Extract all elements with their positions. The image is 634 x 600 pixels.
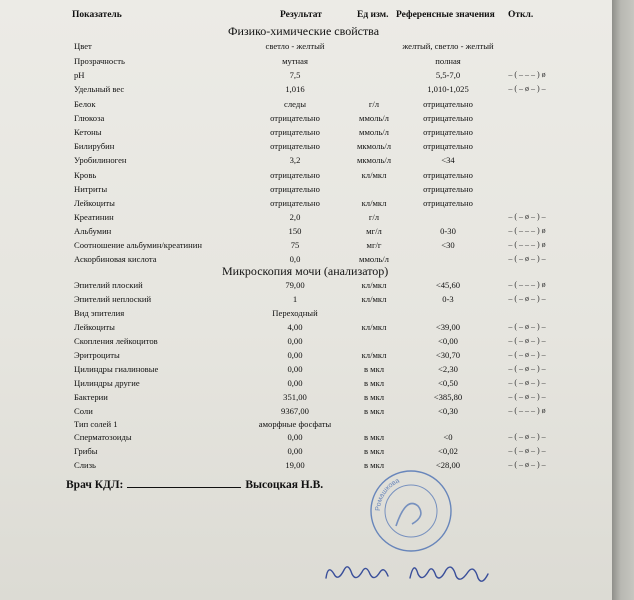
- table-row: [0, 392, 612, 405]
- row-deviation: – ( – – – ) ø: [508, 406, 546, 415]
- table-row: [0, 41, 612, 54]
- row-unit: кл/мкл: [361, 280, 387, 290]
- row-unit: мг/г: [366, 240, 382, 250]
- row-name: Белок: [74, 99, 96, 109]
- row-ref: желтый, светло - желтый: [402, 41, 494, 51]
- row-result: отрицательно: [270, 184, 320, 194]
- table-row: [0, 113, 612, 126]
- row-result: Переходный: [272, 308, 318, 318]
- row-ref: <45,60: [435, 280, 461, 290]
- row-result: 0,00: [287, 446, 303, 456]
- row-unit: кл/мкл: [361, 350, 387, 360]
- row-result: 150: [288, 226, 302, 236]
- row-name: Альбумин: [74, 226, 112, 236]
- row-deviation: – ( – ø – ) –: [508, 84, 546, 93]
- row-unit: ммоль/л: [359, 113, 389, 123]
- section-micro-title: Микроскопия мочи (анализатор): [222, 264, 389, 278]
- row-ref: <34: [441, 155, 455, 165]
- row-unit: мкмоль/л: [356, 155, 392, 165]
- table-row: [0, 460, 612, 473]
- row-unit: в мкл: [363, 432, 385, 442]
- row-name: Бактерии: [74, 392, 108, 402]
- row-deviation: – ( – ø – ) –: [508, 364, 546, 373]
- row-result: 9367,00: [281, 406, 309, 416]
- row-deviation: – ( – – – ) ø: [508, 240, 546, 249]
- row-name: Аскорбиновая кислота: [74, 254, 157, 264]
- row-result: 7,5: [289, 70, 301, 80]
- row-unit: кл/мкл: [361, 294, 387, 304]
- row-unit: кл/мкл: [361, 170, 387, 180]
- table-row: [0, 294, 612, 307]
- row-ref: <0,00: [438, 336, 458, 346]
- row-result: 0,00: [287, 432, 303, 442]
- row-result: аморфные фосфаты: [258, 419, 332, 429]
- row-deviation: – ( – ø – ) –: [508, 460, 546, 469]
- table-row: [0, 127, 612, 140]
- row-ref: <30: [441, 240, 455, 250]
- row-result: 3,2: [289, 155, 301, 165]
- row-ref: отрицательно: [423, 141, 473, 151]
- table-row: [0, 70, 612, 83]
- table-row: [0, 155, 612, 168]
- row-name: Билирубин: [74, 141, 115, 151]
- row-ref: 1,010-1,025: [427, 84, 469, 94]
- section-physchem-title: Физико-химические свойства: [228, 24, 380, 38]
- row-result: 19,00: [285, 460, 305, 470]
- row-unit: в мкл: [363, 446, 385, 456]
- row-name: Лейкоциты: [74, 322, 115, 332]
- row-result: 0,00: [287, 378, 303, 388]
- row-deviation: – ( – ø – ) –: [508, 350, 546, 359]
- table-row: [0, 364, 612, 377]
- doctor-signature-line: [66, 478, 323, 491]
- row-name: Эритроциты: [74, 350, 120, 360]
- table-row: [0, 99, 612, 112]
- table-row: [0, 198, 612, 211]
- header-ref: Референсные значения: [396, 10, 495, 20]
- row-deviation: – ( – ø – ) –: [508, 254, 546, 263]
- row-name: Нитриты: [74, 184, 108, 194]
- row-unit: в мкл: [363, 364, 385, 374]
- table-row: [0, 184, 612, 197]
- row-result: 0,00: [287, 350, 303, 360]
- row-result: отрицательно: [270, 127, 320, 137]
- row-name: Эпителий плоский: [74, 280, 143, 290]
- row-name: Вид эпителия: [74, 308, 125, 318]
- row-unit: в мкл: [363, 460, 385, 470]
- row-unit: г/л: [368, 99, 380, 109]
- table-row: [0, 254, 612, 267]
- row-ref: <0: [443, 432, 453, 442]
- row-name: Тип солей 1: [74, 419, 118, 429]
- row-result: светло - желтый: [265, 41, 325, 51]
- row-ref: <28,00: [435, 460, 461, 470]
- header-name: Показатель: [72, 10, 122, 20]
- row-name: Удельный вес: [74, 84, 125, 94]
- row-result: 79,00: [285, 280, 305, 290]
- row-deviation: – ( – – – ) ø: [508, 226, 546, 235]
- lab-stamp: [366, 466, 456, 556]
- row-result: отрицательно: [270, 113, 320, 123]
- row-name: Слизь: [74, 460, 96, 470]
- row-unit: ммоль/л: [359, 127, 389, 137]
- table-row: [0, 350, 612, 363]
- row-ref: 5,5-7,0: [435, 70, 461, 80]
- row-deviation: – ( – ø – ) –: [508, 446, 546, 455]
- row-name: Соотношение альбумин/креатинин: [74, 240, 202, 250]
- row-name: Цилиндры другие: [74, 378, 140, 388]
- table-row: [0, 322, 612, 335]
- row-ref: отрицательно: [423, 99, 473, 109]
- header-dev: Откл.: [508, 10, 534, 20]
- row-unit: в мкл: [363, 406, 385, 416]
- row-ref: 0-30: [440, 226, 456, 236]
- row-unit: кл/мкл: [361, 198, 387, 208]
- row-result: 0,0: [289, 254, 301, 264]
- row-ref: отрицательно: [423, 184, 473, 194]
- table-row: [0, 432, 612, 445]
- row-ref: <0,02: [438, 446, 458, 456]
- table-row: [0, 280, 612, 293]
- row-result: 1: [292, 294, 298, 304]
- row-deviation: – ( – ø – ) –: [508, 294, 546, 303]
- svg-text:Ромашкова: [375, 477, 401, 511]
- row-ref: <0,50: [438, 378, 458, 388]
- row-ref: отрицательно: [423, 113, 473, 123]
- row-unit: в мкл: [363, 392, 385, 402]
- row-deviation: – ( – ø – ) –: [508, 212, 546, 221]
- row-name: Цилиндры гиалиновые: [74, 364, 159, 374]
- table-row: [0, 378, 612, 391]
- header-unit: Ед изм.: [357, 10, 389, 20]
- row-name: Кетоны: [74, 127, 102, 137]
- row-result: 2,0: [289, 212, 301, 222]
- row-name: Уробилиноген: [74, 155, 127, 165]
- row-name: Грибы: [74, 446, 98, 456]
- row-unit: в мкл: [363, 378, 385, 388]
- row-deviation: – ( – – – ) ø: [508, 70, 546, 79]
- row-result: 0,00: [287, 364, 303, 374]
- row-deviation: – ( – – – ) ø: [508, 280, 546, 289]
- row-deviation: – ( – ø – ) –: [508, 322, 546, 331]
- row-result: 1,016: [285, 84, 305, 94]
- table-row: [0, 170, 612, 183]
- row-name: Лейкоциты: [74, 198, 115, 208]
- row-result: 75: [290, 240, 300, 250]
- row-ref: отрицательно: [423, 170, 473, 180]
- table-row: [0, 446, 612, 459]
- row-name: Сперматозоиды: [74, 432, 132, 442]
- row-name: Креатинин: [74, 212, 114, 222]
- row-unit: ммоль/л: [359, 254, 389, 264]
- row-result: 4,00: [287, 322, 303, 332]
- row-ref: <2,30: [438, 364, 458, 374]
- row-deviation: – ( – ø – ) –: [508, 432, 546, 441]
- row-ref: <39,00: [435, 322, 461, 332]
- row-unit: мг/л: [366, 226, 382, 236]
- row-name: Прозрачность: [74, 56, 125, 66]
- row-name: Цвет: [74, 41, 92, 51]
- table-row: [0, 240, 612, 253]
- row-ref: <385,80: [433, 392, 463, 402]
- table-row: [0, 84, 612, 97]
- row-ref: <0,30: [438, 406, 458, 416]
- row-ref: полная: [435, 56, 461, 66]
- row-ref: 0-3: [442, 294, 454, 304]
- row-name: Глюкоза: [74, 113, 105, 123]
- row-name: Эпителий неплоский: [74, 294, 152, 304]
- table-row: [0, 141, 612, 154]
- row-ref: <30,70: [435, 350, 461, 360]
- row-name: pH: [74, 70, 85, 80]
- background-edge: [612, 0, 634, 600]
- stamp-text: Ромашкова: [374, 477, 401, 512]
- table-row: [0, 212, 612, 225]
- doctor-label: Врач КДЛ:: [66, 479, 124, 491]
- row-result: отрицательно: [270, 170, 320, 180]
- table-row: [0, 336, 612, 349]
- table-row: [0, 419, 612, 432]
- doctor-name: Высоцкая Н.В.: [245, 479, 324, 491]
- row-name: Соли: [74, 406, 93, 416]
- row-result: отрицательно: [270, 141, 320, 151]
- table-row: [0, 56, 612, 69]
- row-result: следы: [284, 99, 306, 109]
- row-result: отрицательно: [270, 198, 320, 208]
- signature-blank-line: [127, 478, 241, 488]
- row-result: 351,00: [283, 392, 307, 402]
- row-deviation: – ( – ø – ) –: [508, 378, 546, 387]
- row-ref: отрицательно: [423, 127, 473, 137]
- table-row: [0, 226, 612, 239]
- row-result: мутная: [282, 56, 308, 66]
- header-result: Результат: [280, 10, 322, 20]
- handwritten-signature: [318, 552, 494, 590]
- row-deviation: – ( – ø – ) –: [508, 336, 546, 345]
- row-deviation: – ( – ø – ) –: [508, 392, 546, 401]
- row-unit: кл/мкл: [361, 322, 387, 332]
- row-unit: мкмоль/л: [356, 141, 392, 151]
- row-unit: г/л: [368, 212, 380, 222]
- row-result: 0,00: [287, 336, 303, 346]
- row-name: Кровь: [74, 170, 97, 180]
- row-name: Скопления лейкоцитов: [74, 336, 158, 346]
- row-ref: отрицательно: [423, 198, 473, 208]
- table-row: [0, 406, 612, 419]
- table-row: [0, 308, 612, 321]
